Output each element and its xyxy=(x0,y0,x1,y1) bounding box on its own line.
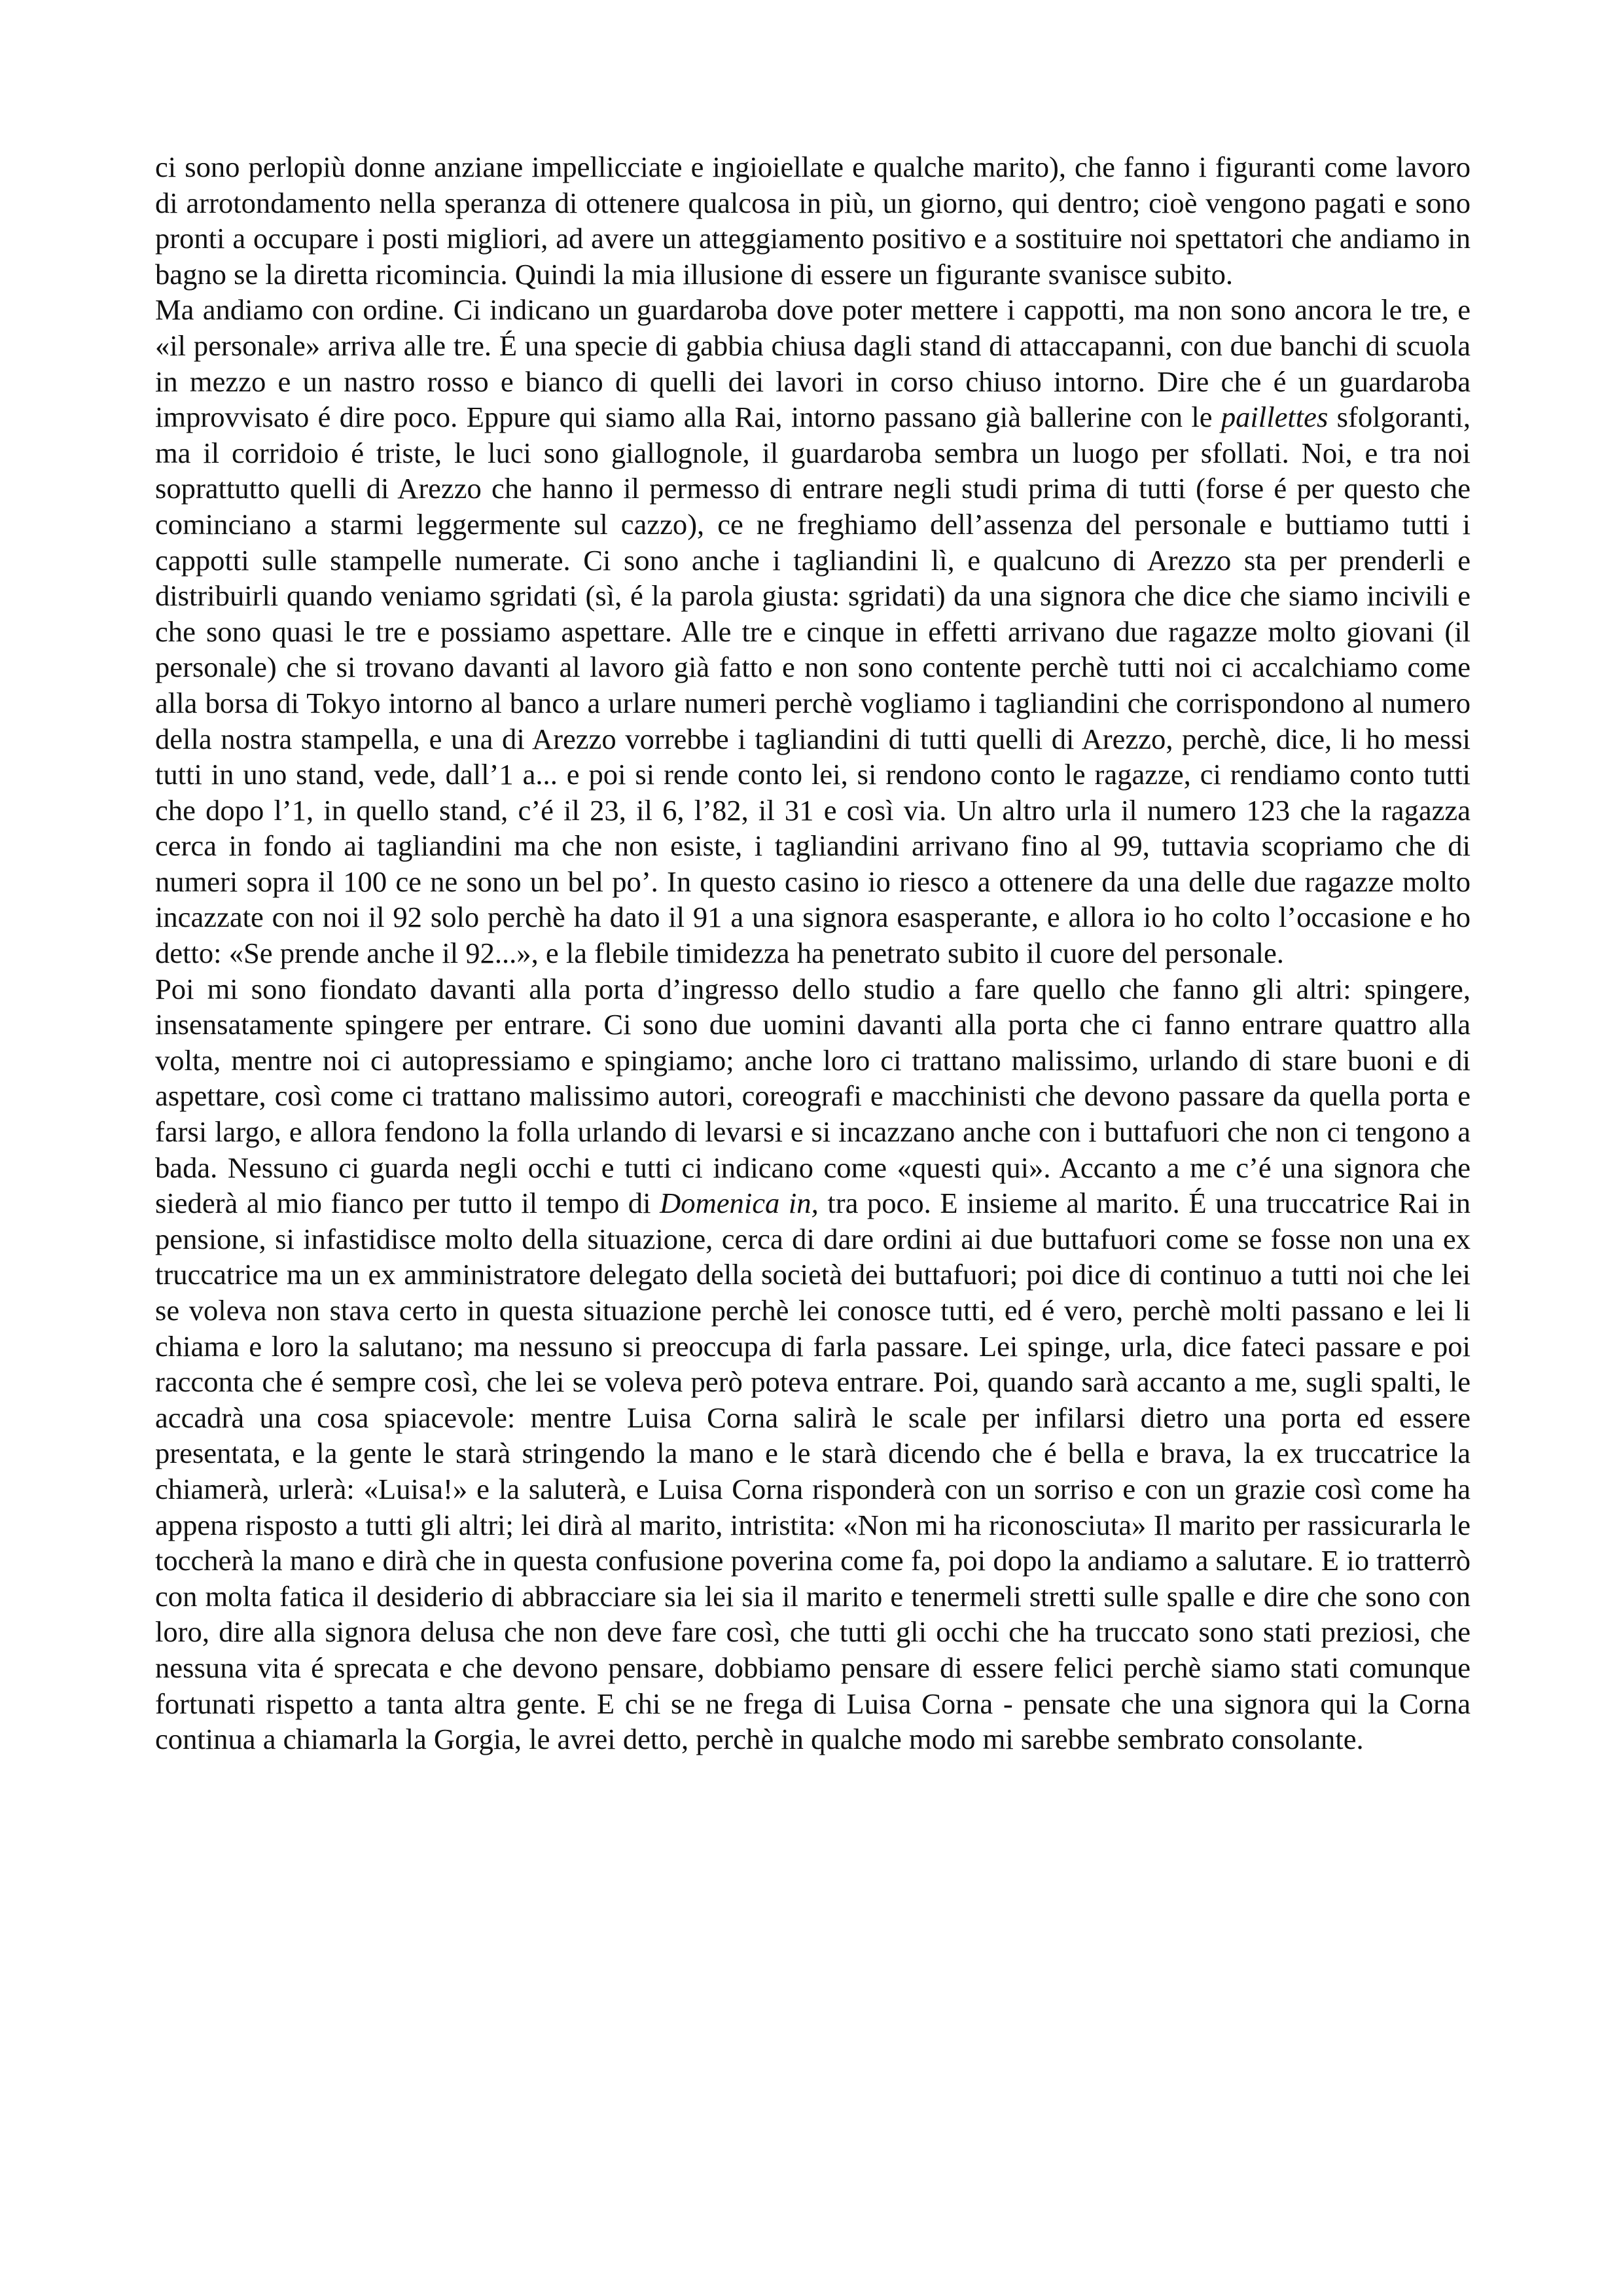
paragraph-2-text-b: sfolgoranti, ma il corridoio é triste, le luci sono giallognole, il guardaroba sembra un luogo per sfollati. Noi, e tra noi soprattutto quelli di Arezzo che hanno il permesso di entrare negli studi prima di tutti (forse é per questo che cominciano a starmi leggermente sul cazzo), ce ne freghiamo dell’assenza del personale e buttiamo tutti i cappotti sulle stampelle numerate. Ci sono anche i tagliandini lì, e qualcuno di Arezzo sta per prenderli e distribuirli quando veniamo sgridati (sì, é la parola giusta: sgridati) da una signora che dice che siamo incivili e che sono quasi le tre e possiamo aspettare. Alle tre e cinque in effetti arrivano due ragazze molto giovani (il personale) che si trovano davanti al lavoro già fatto e non sono contente perchè tutti noi ci accalchiamo come alla borsa di Tokyo intorno al banco a urlare numeri perchè vogliamo i tagliandini che corrispondono al numero della nostra stampella, e una di Arezzo vorrebbe i tagliandini di tutti quelli di Arezzo, perchè, dice, li ho messi tutti in uno stand, vede, dall’1 a... e poi si rende conto lei, si rendono conto le ragazze, ci rendiamo conto tutti che dopo l’1, in quello stand, c’é il 23, il 6, l’82, il 31 e così via. Un altro urla il numero 123 che la ragazza cerca in fondo ai tagliandini ma che non esiste, i tagliandini arrivano fino al 99, tuttavia scopriamo che di numeri sopra il 100 ce ne sono un bel po’. In questo casino io riesco a ottenere da una delle due ragazze molto incazzate con noi il 92 solo perchè ha dato il 91 a una signora esasperante, e allora io ho colto l’occasione e ho detto: «Se prende anche il 92...», e la flebile timidezza ha penetrato subito il cuore del personale. xyxy=(155,401,1471,970)
paragraph-1-text: ci sono perlopiù donne anziane impellicciate e ingioiellate e qualche marito), che fanno i figuranti come lavoro di arrotondamento nella speranza di ottenere qualcosa in più, un giorno, qui dentro; cioè vengono pagati e sono pronti a occupare i posti migliori, ad avere un atteggiamento positivo e a sostituire noi spettatori che andiamo in bagno se la diretta ricomincia. Quindi la mia illusione di essere un figurante svanisce subito. xyxy=(155,151,1471,291)
paragraph-2 xyxy=(155,292,1471,971)
paragraph-3-text-a: Poi mi sono fiondato davanti alla porta d’ingresso dello studio a fare quello che fanno gli altri: spingere, insensatamente spingere per entrare. Ci sono due uomini davanti alla porta che ci fanno entrare quattro alla volta, mentre noi ci autopressiamo e spingiamo; anche loro ci trattano malissimo, urlando di stare buoni e di aspettare, così come ci trattano malissimo autori, coreografi e macchinisti che devono passare da quella porta e farsi largo, e allora fendono la folla urlando di levarsi e si incazzano anche con i buttafuori che non ci tengono a bada. Nessuno ci guarda negli occhi e tutti ci indicano come «questi qui». Accanto a me c’é una signora che siederà al mio fianco per tutto il tempo di xyxy=(155,972,1471,1220)
paragraph-1 xyxy=(155,149,1471,292)
paragraph-3-italic-title: Domenica in, xyxy=(660,1187,819,1220)
paragraph-2-italic-term: paillettes xyxy=(1221,401,1329,434)
paragraph-3 xyxy=(155,971,1471,1757)
document-page xyxy=(155,149,1471,1757)
paragraph-3-text-b: tra poco. E insieme al marito. É una truccatrice Rai in pensione, si infastidisce molto della situazione, cerca di dare ordini ai due buttafuori come se fosse non una ex truccatrice ma un ex amministratore delegato della società dei buttafuori; poi dice di continuo a tutti noi che lei se voleva non stava certo in questa situazione perchè lei conosce tutti, ed é vero, perchè molti passano e lei li chiama e loro la salutano; ma nessuno si preoccupa di farla passare. Lei spinge, urla, dice fateci passare e poi racconta che é sempre così, che lei se voleva però poteva entrare. Poi, quando sarà accanto a me, sugli spalti, le accadrà una cosa spiacevole: mentre Luisa Corna salirà le scale per infilarsi dietro una porta ed essere presentata, e la gente le starà stringendo la mano e le starà dicendo che é bella e brava, la ex truccatrice la chiamerà, urlerà: «Luisa!» e la saluterà, e Luisa Corna risponderà con un sorriso e con un grazie così come ha appena risposto a tutti gli altri; lei dirà al marito, intristita: «Non mi ha riconosciuta» Il marito per rassicurarla le toccherà la mano e dirà che in questa confusione poverina come fa, poi dopo la andiamo a salutare. E io tratterrò con molta fatica il desiderio di abbracciare sia lei sia il marito e tenermeli stretti sulle spalle e dire che sono con loro, dire alla signora delusa che non deve fare così, che tutti gli occhi che ha truccato sono stati preziosi, che nessuna vita é sprecata e che devono pensare, dobbiamo pensare di essere felici perchè siamo stati comunque fortunati rispetto a tanta altra gente. E chi se ne frega di Luisa Corna - pensate che una signora qui la Corna continua a chiamarla la Gorgia, le avrei detto, perchè in qualche modo mi sarebbe sembrato consolante. xyxy=(155,1187,1471,1756)
paragraph-2-text-a: Ma andiamo con ordine. Ci indicano un guardaroba dove poter mettere i cappotti, ma non sono ancora le tre, e «il personale» arriva alle tre. É una specie di gabbia chiusa dagli stand di attaccapanni, con due banchi di scuola in mezzo e un nastro rosso e bianco di quelli dei lavori in corso chiuso intorno. Dire che é un guardaroba improvvisato é dire poco. Eppure qui siamo alla Rai, intorno passano già ballerine con le xyxy=(155,293,1471,434)
